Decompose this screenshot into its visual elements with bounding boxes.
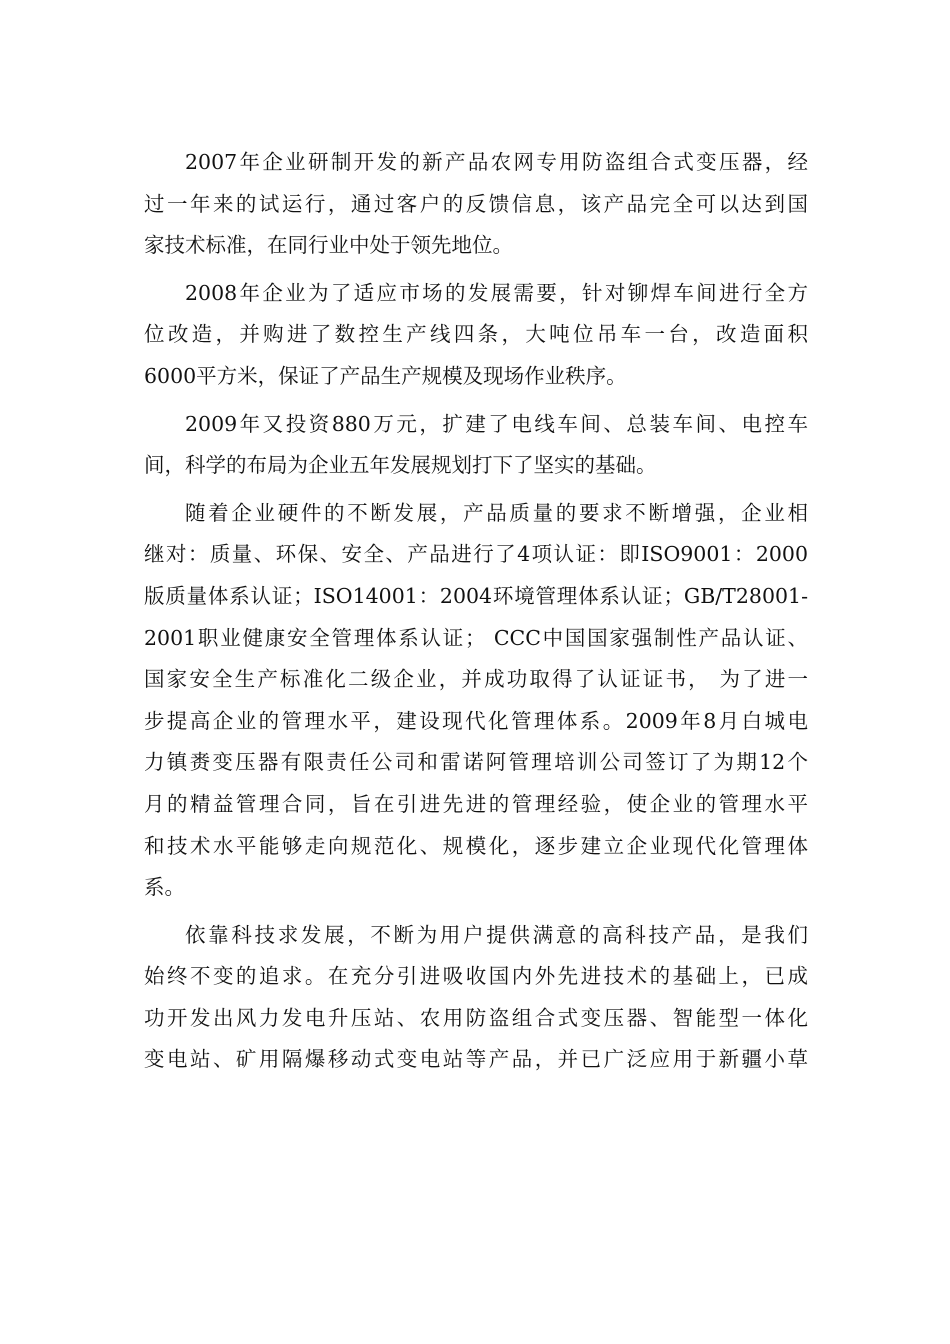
text-line: 2007年企业研制开发的新产品农网专用防盗组合式变压器，经 [185, 150, 808, 174]
text-line: 随着企业硬件的不断发展，产品质量的要求不断增强，企业相 [185, 500, 808, 525]
text-line: 依靠科技求发展，不断为用户提供满意的高科技产品，是我们 [185, 922, 808, 947]
text-line: 月的精益管理合同，旨在引进先进的管理经验，使企业的管理水平 [144, 791, 808, 816]
text-line: 2001职业健康安全管理体系认证； CCC中国国家强制性产品认证、 [144, 625, 808, 650]
text-line: 家技术标准，在同行业中处于领先地位。 [144, 233, 513, 258]
text-line: 间，科学的布局为企业五年发展规划打下了坚实的基础。 [144, 453, 657, 478]
text-line: 位改造，并购进了数控生产线四条，大吨位吊车一台，改造面积 [144, 322, 808, 347]
text-line: 6000平方米，保证了产品生产规模及现场作业秩序。 [144, 363, 627, 388]
paragraph-technology [144, 915, 808, 1081]
text-line: 2009年又投资880万元，扩建了电线车间、总装车间、电控车 [185, 411, 808, 436]
text-line: 始终不变的追求。在充分引进吸收国内外先进技术的基础上，已成 [144, 964, 808, 989]
text-line: 变电站、矿用隔爆移动式变电站等产品，并已广泛应用于新疆小草 [144, 1047, 808, 1072]
paragraph-2008 [144, 273, 808, 398]
text-line: 国家安全生产标准化二级企业，并成功取得了认证证书， 为了进一 [144, 667, 808, 692]
paragraph-2009 [144, 404, 808, 487]
text-line: 过一年来的试运行，通过客户的反馈信息，该产品完全可以达到国 [144, 191, 808, 216]
text-line: 力镇赉变压器有限责任公司和雷诺阿管理培训公司签订了为期12个 [144, 750, 808, 775]
text-line: 版质量体系认证；ISO14001：2004环境管理体系认证；GB/T28001- [144, 583, 808, 608]
document-page [144, 142, 808, 1081]
paragraph-certification [144, 493, 808, 909]
text-line: 功开发出风力发电升压站、农用防盗组合式变压器、智能型一体化 [144, 1005, 808, 1030]
text-line: 2008年企业为了适应市场的发展需要，针对铆焊车间进行全方 [185, 280, 808, 305]
text-line: 步提高企业的管理水平，建设现代化管理体系。2009年8月白城电 [144, 708, 808, 733]
paragraph-2007 [144, 142, 808, 267]
text-line: 系。 [144, 875, 185, 900]
text-line: 和技术水平能够走向规范化、规模化，逐步建立企业现代化管理体 [144, 833, 808, 858]
text-line: 继对：质量、环保、安全、产品进行了4项认证：即ISO9001：2000 [144, 542, 808, 567]
